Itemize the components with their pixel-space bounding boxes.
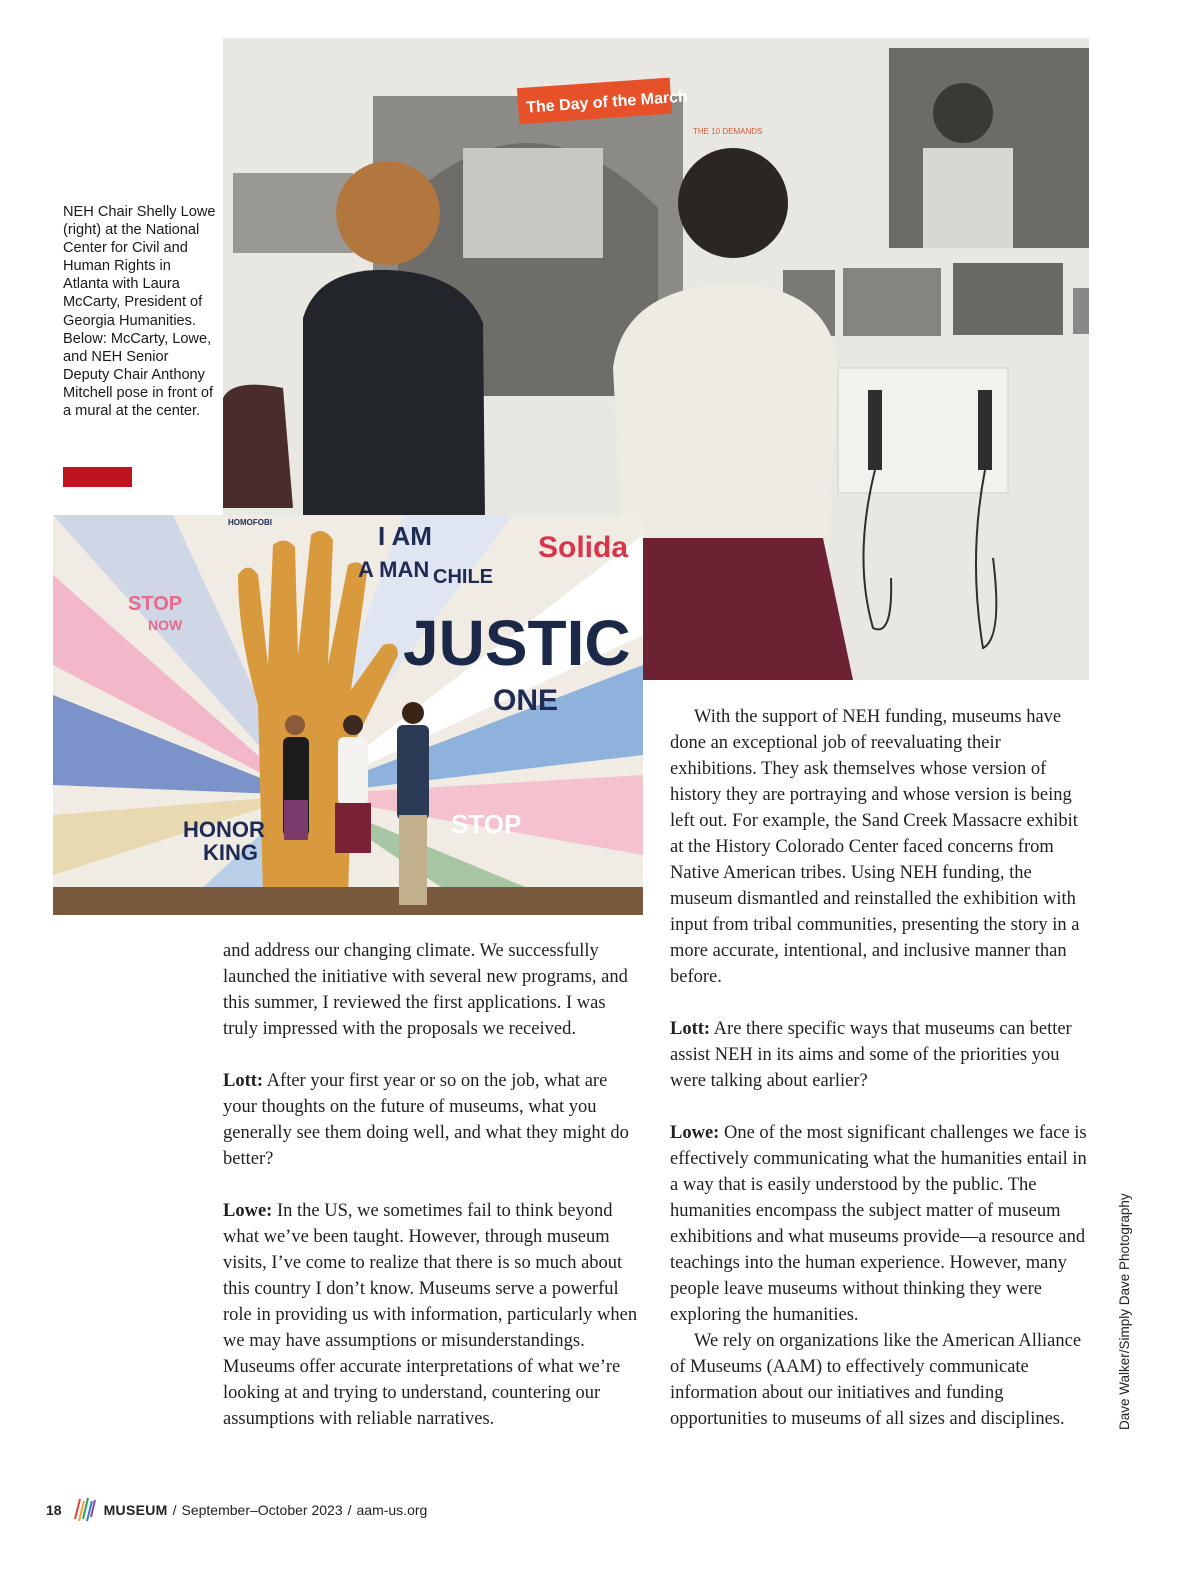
interview-answer [223,1198,643,1432]
page-number: 18 [46,1502,62,1518]
magazine-name: MUSEUM [103,1502,168,1518]
photo-caption: NEH Chair Shelly Lowe (right) at the National Center for Civil and Human Rights in Atlanta with Laura McCarty, President of Georgia Humanities. Below: McCarty, Lowe, and NEH Senior Deputy Chair Anthony Mitchell pose in front of a mural at the center. [63,204,216,420]
exhibit-subsign-text: THE 10 DEMANDS [693,127,763,136]
site-url: aam-us.org [356,1502,428,1518]
paragraph-text: Are there specific ways that museums can better assist NEH in its aims and some of the priorities you were talking about earlier? [670,1019,1072,1091]
article-column-left [223,938,643,1432]
speaker-label: Lott: [670,1019,711,1039]
issue-date: September–October 2023 [181,1502,343,1518]
mural-word-4: JUSTIC [403,607,631,679]
mural-word-5: STOP [128,593,183,615]
interview-answer [670,1120,1090,1328]
mural-word-8: KING [203,840,258,865]
paragraph: and address our changing climate. We successfully launched the initiative with several new programs, and this summer, I reviewed the first applications. I was truly impressed with the proposals we received. [223,941,628,1039]
mural-word-6: NOW [148,617,183,633]
mural-word-3: CHILE [433,566,493,588]
caption-accent-bar [63,467,132,487]
interview-question [223,1068,643,1172]
footer-separator: / [347,1502,352,1518]
paragraph: We rely on organizations like the American Alliance of Museums (AAM) to effectively communicate information about our initiatives and funding opportunities to museums of all sizes and disciplines. [670,1331,1082,1429]
aam-logo-icon [72,1495,96,1526]
speaker-label: Lowe: [670,1123,720,1143]
paragraph-text: After your first year or so on the job, what are your thoughts on the future of museums, what you generally see them doing well, and what they might do better? [223,1071,629,1169]
photo-credit: Dave Walker/Simply Dave Photography [1117,1193,1132,1430]
interview-question [670,1016,1090,1094]
speaker-label: Lowe: [223,1201,273,1221]
paragraph-text: In the US, we sometimes fail to think beyond what we’ve been taught. However, through museum visits, I’ve come to realize that there is so much about this country I don’t know. Museums serve a powerful role in providing us with information, particularly when we may have assumptions or misunderstandings. Museums offer accurate interpretations of what we’re looking at and trying to understand, countering our assumptions with reliable narratives. [223,1201,638,1429]
paragraph: With the support of NEH funding, museums have done an exceptional job of reevaluating their exhibitions. They ask themselves whose version of history they are portraying and whose version is being left out. For example, the Sand Creek Massacre exhibit at the History Colorado Center faced concerns from Native American tribes. Using NEH funding, the museum dismantled and reinstalled the exhibition with input from tribal communities, presenting the story in a more accurate, intentional, and inclusive manner than before. [670,707,1080,987]
speaker-label: Lott: [223,1071,264,1091]
mural-photo [53,515,643,915]
footer-separator: / [172,1502,177,1518]
paragraph-text: One of the most significant challenges we face is effectively communicating what the humanities entail in a way that is easily understood by the public. The humanities encompass the subject matter of museum exhibitions and what museums provide—a resource and teachings into the human experience. However, many people leave museums without thinking they were exploring the humanities. [670,1123,1087,1325]
mural-word-7: HONOR [183,817,265,842]
mural-word-12: Solida [538,531,629,564]
mural-word-2: A MAN [358,557,430,582]
mural-word-11: HOMOFOBI [228,518,272,527]
exhibit-sign-text: The Day of the March [525,88,689,117]
mural-word-10: STOP [451,809,522,839]
mural-photo-illustration [53,515,643,915]
article-column-right [670,704,1090,1432]
mural-word-1: I AM [378,521,432,551]
mural-word-9: ONE [493,684,559,717]
page-footer [46,1496,427,1524]
